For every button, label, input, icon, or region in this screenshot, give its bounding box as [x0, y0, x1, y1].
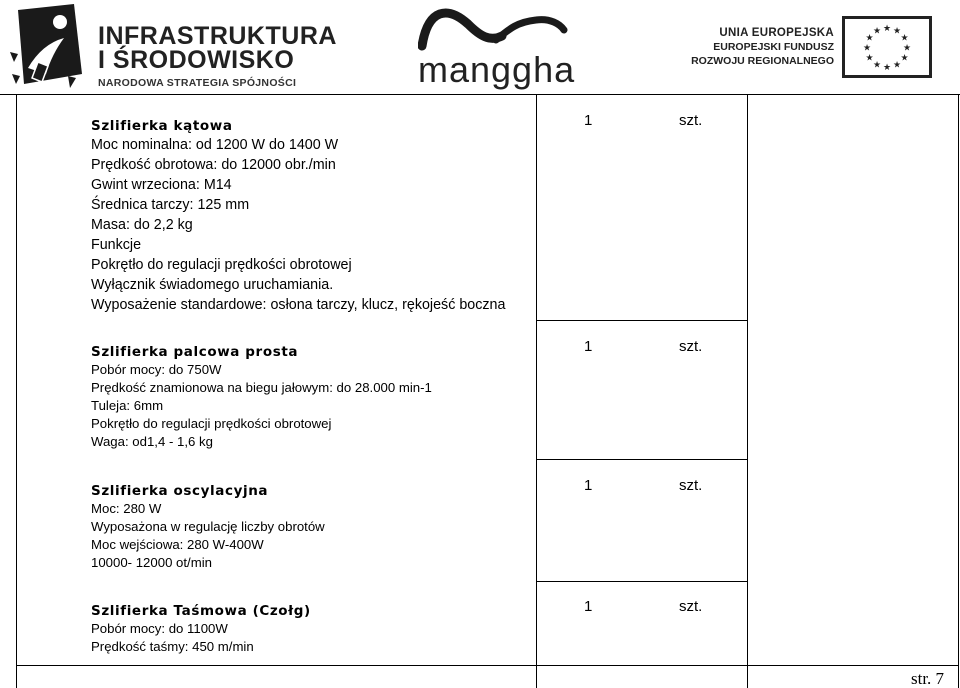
item-title: Szlifierka oscylacyjna [91, 483, 269, 499]
spec-line: Moc: 280 W [91, 501, 162, 516]
spec-line: Funkcje [91, 237, 142, 253]
svg-text:★: ★ [872, 60, 882, 71]
spec-line: Wyposażenie standardowe: osłona tarczy, klucz, rękojeść boczna [91, 297, 506, 313]
svg-text:★: ★ [902, 43, 912, 54]
item-description [91, 482, 325, 572]
spec-line: Pobór mocy: do 750W [91, 362, 222, 377]
spec-line: Średnica tarczy: 125 mm [91, 197, 250, 213]
svg-text:★: ★ [872, 26, 882, 37]
spec-line: Wyposażona w regulację liczby obrotów [91, 519, 325, 534]
infra-subtitle: NARODOWA STRATEGIA SPÓJNOŚCI [98, 77, 297, 89]
spec-line: Gwint wrzeciona: M14 [91, 177, 232, 193]
svg-text:★: ★ [900, 53, 909, 64]
spec-line: 10000- 12000 ot/min [91, 555, 212, 570]
spec-line: Pokrętło do regulacji prędkości obrotowej [91, 257, 352, 273]
item-unit: szt. [679, 477, 703, 494]
page-number: str. 7 [911, 669, 945, 688]
svg-text:★: ★ [865, 53, 874, 64]
item-quantity: 1 [584, 112, 593, 129]
spec-line: Pobór mocy: do 1100W [91, 621, 228, 636]
eu-line2: EUROPEJSKI FUNDUSZ [713, 41, 834, 53]
item-description [91, 117, 505, 315]
svg-text:★: ★ [892, 60, 902, 71]
svg-text:★: ★ [865, 33, 874, 44]
item-description [91, 602, 311, 656]
svg-text:★: ★ [862, 43, 872, 54]
spec-line: Prędkość taśmy: 450 m/min [91, 639, 254, 654]
infra-line2: I ŚRODOWISKO [98, 46, 295, 74]
eu-line1: UNIA EUROPEJSKA [719, 27, 834, 39]
item-title: Szlifierka kątowa [91, 118, 233, 134]
spec-line: Moc wejściowa: 280 W-400W [91, 537, 264, 552]
item-unit: szt. [679, 112, 703, 129]
infra-line1: INFRASTRUKTURA [98, 22, 337, 50]
spec-line: Tuleja: 6mm [91, 398, 164, 413]
svg-text:★: ★ [900, 33, 909, 44]
spec-line: Waga: od1,4 - 1,6 kg [91, 434, 213, 449]
item-title: Szlifierka Taśmowa (Czołg) [91, 603, 311, 619]
spec-line: Pokrętło do regulacji prędkości obrotowej [91, 416, 332, 431]
spec-line: Prędkość znamionowa na biegu jałowym: do 28.000 min-1 [91, 380, 432, 395]
item-title: Szlifierka palcowa prosta [91, 344, 299, 360]
manggha-wordmark: manggha [418, 49, 576, 90]
item-quantity: 1 [584, 338, 593, 355]
item-quantity: 1 [584, 477, 593, 494]
item-unit: szt. [679, 338, 703, 355]
spec-line: Masa: do 2,2 kg [91, 217, 193, 233]
svg-text:★: ★ [892, 26, 902, 37]
item-quantity: 1 [584, 598, 593, 615]
spec-line: Prędkość obrotowa: do 12000 obr./min [91, 157, 336, 173]
eu-line3: ROZWOJU REGIONALNEGO [691, 55, 834, 67]
spec-line: Moc nominalna: od 1200 W do 1400 W [91, 137, 339, 153]
item-unit: szt. [679, 598, 703, 615]
item-description [91, 343, 432, 451]
svg-text:★: ★ [882, 63, 892, 73]
svg-text:★: ★ [882, 24, 892, 34]
spec-line: Wyłącznik świadomego uruchamiania. [91, 277, 334, 293]
